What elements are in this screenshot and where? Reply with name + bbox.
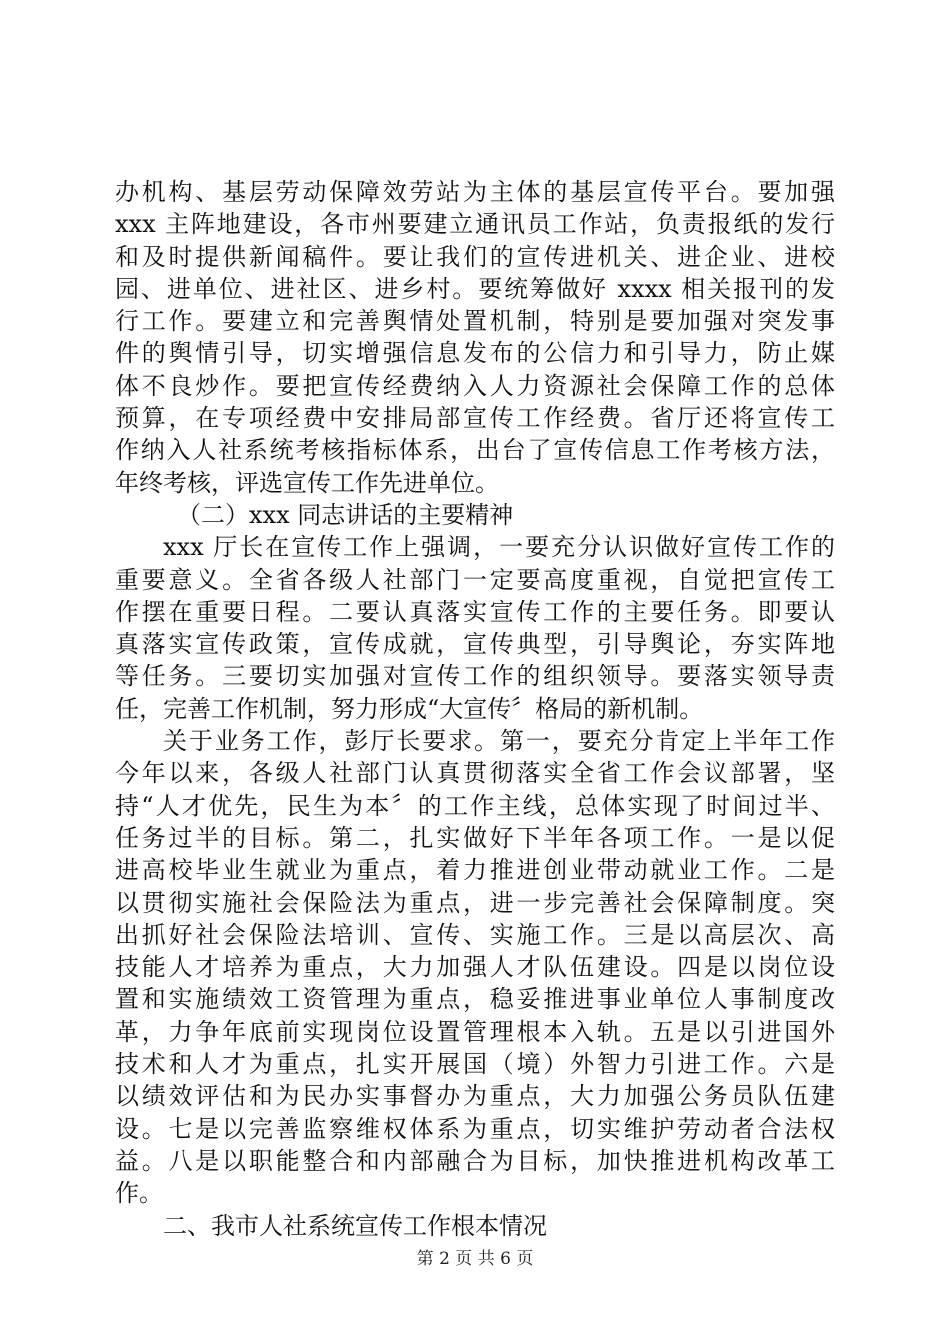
text-line: 任，完善工作机制，努力形成“大宣传〞格局的新机制。: [115, 694, 704, 723]
text-line: 以贯彻实施社会保险法为重点，进一步完善社会保障制度。突: [115, 888, 835, 917]
text-line: 行工作。要建立和完善舆情处置机制，特别是要加强对突发事: [115, 307, 835, 336]
text-line: 年终考核，评选宣传工作先进单位。: [115, 468, 499, 497]
text-line: 真落实宣传政策，宣传成就，宣传典型，引导舆论，夯实阵地: [115, 630, 835, 659]
text-line: 预算，在专项经费中安排局部宣传工作经费。省厅还将宣传工: [115, 404, 835, 433]
text-line: 置和实施绩效工资管理为重点，稳妥推进事业单位人事制度改: [115, 985, 835, 1014]
text-line: 件的舆情引导，切实增强信息发布的公信力和引导力，防止媒: [115, 339, 835, 368]
text-line: 作摆在重要日程。二要认真落实宣传工作的主要任务。即要认: [115, 597, 835, 626]
text-line: 体不良炒作。要把宣传经费纳入人力资源社会保障工作的总体: [115, 371, 835, 400]
text-line: 关于业务工作，彭厅长要求。第一，要充分肯定上半年工作: [163, 727, 835, 756]
text-line: 园、进单位、进社区、进乡村。要统筹做好 xxxx 相关报刊的发: [115, 274, 835, 303]
page-footer: [0, 1244, 950, 1269]
text-line: 以绩效评估和为民办实事督办为重点，大力加强公务员队伍建: [115, 1082, 835, 1111]
text-line: 办机构、基层劳动保障效劳站为主体的基层宣传平台。要加强: [115, 178, 835, 206]
text-line: xxx 厅长在宣传工作上强调，一要充分认识做好宣传工作的: [163, 533, 835, 562]
text-line: 等任务。三要切实加强对宣传工作的组织领导。要落实领导责: [115, 662, 835, 691]
text-line: 出抓好社会保险法培训、宣传、实施工作。三是以高层次、高: [115, 920, 835, 949]
text-line: 设。七是以完善监察维权体系为重点，切实维护劳动者合法权: [115, 1114, 835, 1143]
text-line: xxx 主阵地建设，各市州要建立通讯员工作站，负责报纸的发行: [115, 210, 835, 239]
text-line: 任务过半的目标。第二，扎实做好下半年各项工作。一是以促: [115, 823, 835, 852]
text-line: 重要意义。全省各级人社部门一定要高度重视，自觉把宣传工: [115, 565, 835, 594]
section-heading: 二、我市人社系统宣传工作根本情况: [163, 1211, 547, 1240]
text-line: 作纳入人社系统考核指标体系，出台了宣传信息工作考核方法，: [115, 436, 835, 465]
text-line: 进高校毕业生就业为重点，着力推进创业带动就业工作。二是: [115, 856, 835, 885]
text-line: 技能人才培养为重点，大力加强人才队伍建设。四是以岗位设: [115, 953, 835, 982]
text-line: 技术和人才为重点，扎实开展国（境）外智力引进工作。六是: [115, 1050, 835, 1079]
text-line: 持“人才优先，民生为本〞的工作主线，总体实现了时间过半、: [115, 791, 835, 820]
text-line: 革，力争年底前实现岗位设置管理根本入轨。五是以引进国外: [115, 1017, 835, 1046]
text-line: 和及时提供新闻稿件。要让我们的宣传进机关、进企业、进校: [115, 242, 835, 271]
text-line: 今年以来，各级人社部门认真贯彻落实全省工作会议部署，坚: [115, 759, 835, 788]
page-number: 第 2 页 共 6 页: [416, 1249, 534, 1269]
section-heading: （二）xxx 同志讲话的主要精神: [177, 500, 514, 529]
text-line: 益。八是以职能整合和内部融合为目标，加快推进机构改革工: [115, 1146, 835, 1175]
text-line: 作。: [115, 1179, 163, 1208]
document-body: [115, 176, 835, 1242]
